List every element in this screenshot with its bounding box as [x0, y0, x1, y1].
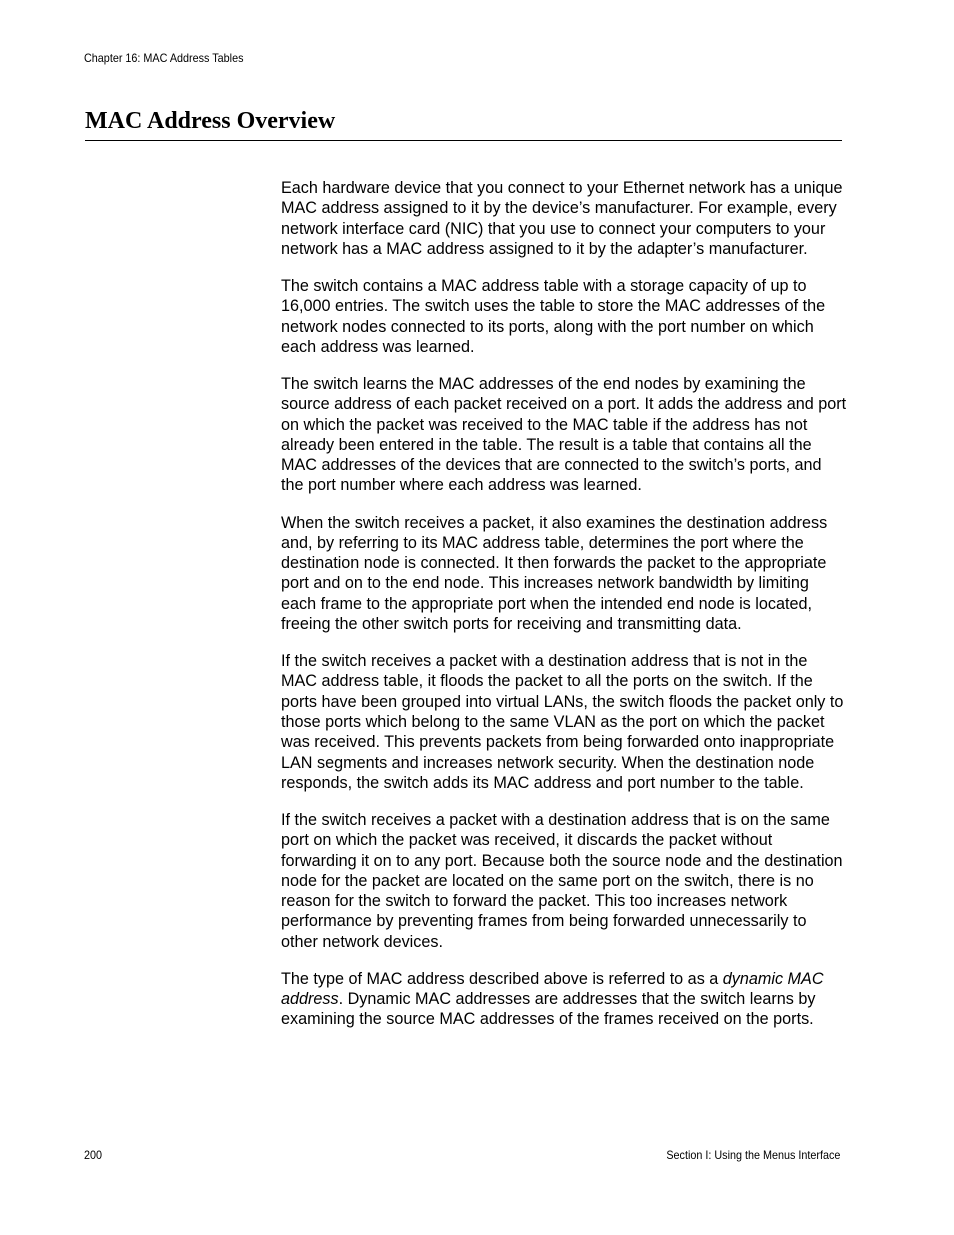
- title-rule: [85, 140, 842, 141]
- body-text: [281, 178, 847, 1030]
- paragraph-flooding: If the switch receives a packet with a destination address that is not in the MAC address table, it floods the packet to all the ports on the switch. If the ports have been grouped into virtual LANs, the switch floods the packet only to those ports which belong to the same VLAN as the port on which the packet was received. This prevents packets from being forwarded onto inappropriate LAN segments and increases network security. When the destination node responds, the switch adds its MAC address and port number to the table.: [281, 652, 844, 792]
- footer-section-label: Section I: Using the Menus Interface: [665, 1148, 840, 1162]
- section-title: MAC Address Overview: [85, 108, 336, 134]
- dynamic-mac-tail-text: . Dynamic MAC addresses are addresses that the switch learns by examining the source MAC addresses of the frames received on the ports.: [281, 990, 816, 1029]
- paragraph-address-learning: The switch learns the MAC addresses of the end nodes by examining the source address of each packet received on a port. It adds the address and port on which the packet was received to the MAC table if the address has not already been entered in the table. The result is a table that contains all the MAC addresses of the devices that are connected to the switch’s ports, and the port number where each address was learned.: [281, 374, 847, 495]
- paragraph-table-capacity: The switch contains a MAC address table with a storage capacity of up to 16,000 entries. The switch uses the table to store the MAC addresses of the network nodes connected to its ports, along with the port number on which each address was learned.: [281, 276, 826, 356]
- dynamic-mac-lead-text: The type of MAC address described above is referred to as a: [281, 969, 723, 988]
- page-number: 200: [84, 1148, 103, 1162]
- paragraph-forwarding: When the switch receives a packet, it also examines the destination address and, by referring to its MAC address table, determines the port where the destination node is connected. It then forwards the packet to the appropriate port and on to the end node. This increases network bandwidth by limiting each frame to the appropriate port when the intended end node is located, freeing the other switch ports for receiving and transmitting data.: [281, 513, 828, 634]
- paragraph-mac-uniqueness: Each hardware device that you connect to your Ethernet network has a unique MAC address assigned to it by the device’s manufacturer. For example, every network interface card (NIC) that you use to connect your computers to your network has a MAC address assigned to it by the adapter’s manufacturer.: [281, 179, 843, 258]
- running-header: Chapter 16: MAC Address Tables: [84, 51, 244, 65]
- dynamic-mac-term: dynamic MAC address: [281, 969, 824, 1009]
- paragraph-discarding: If the switch receives a packet with a destination address that is on the same port on which the packet was received, it discards the packet without forwarding it on to any port. Because both the source node and the destination node for the packet are located on the same port on the switch, there is no reason for the switch to forward the packet. This too increases network performance by preventing frames from being forwarded unnecessarily to other network devices.: [281, 811, 843, 951]
- paragraph-dynamic-mac: [281, 969, 847, 1030]
